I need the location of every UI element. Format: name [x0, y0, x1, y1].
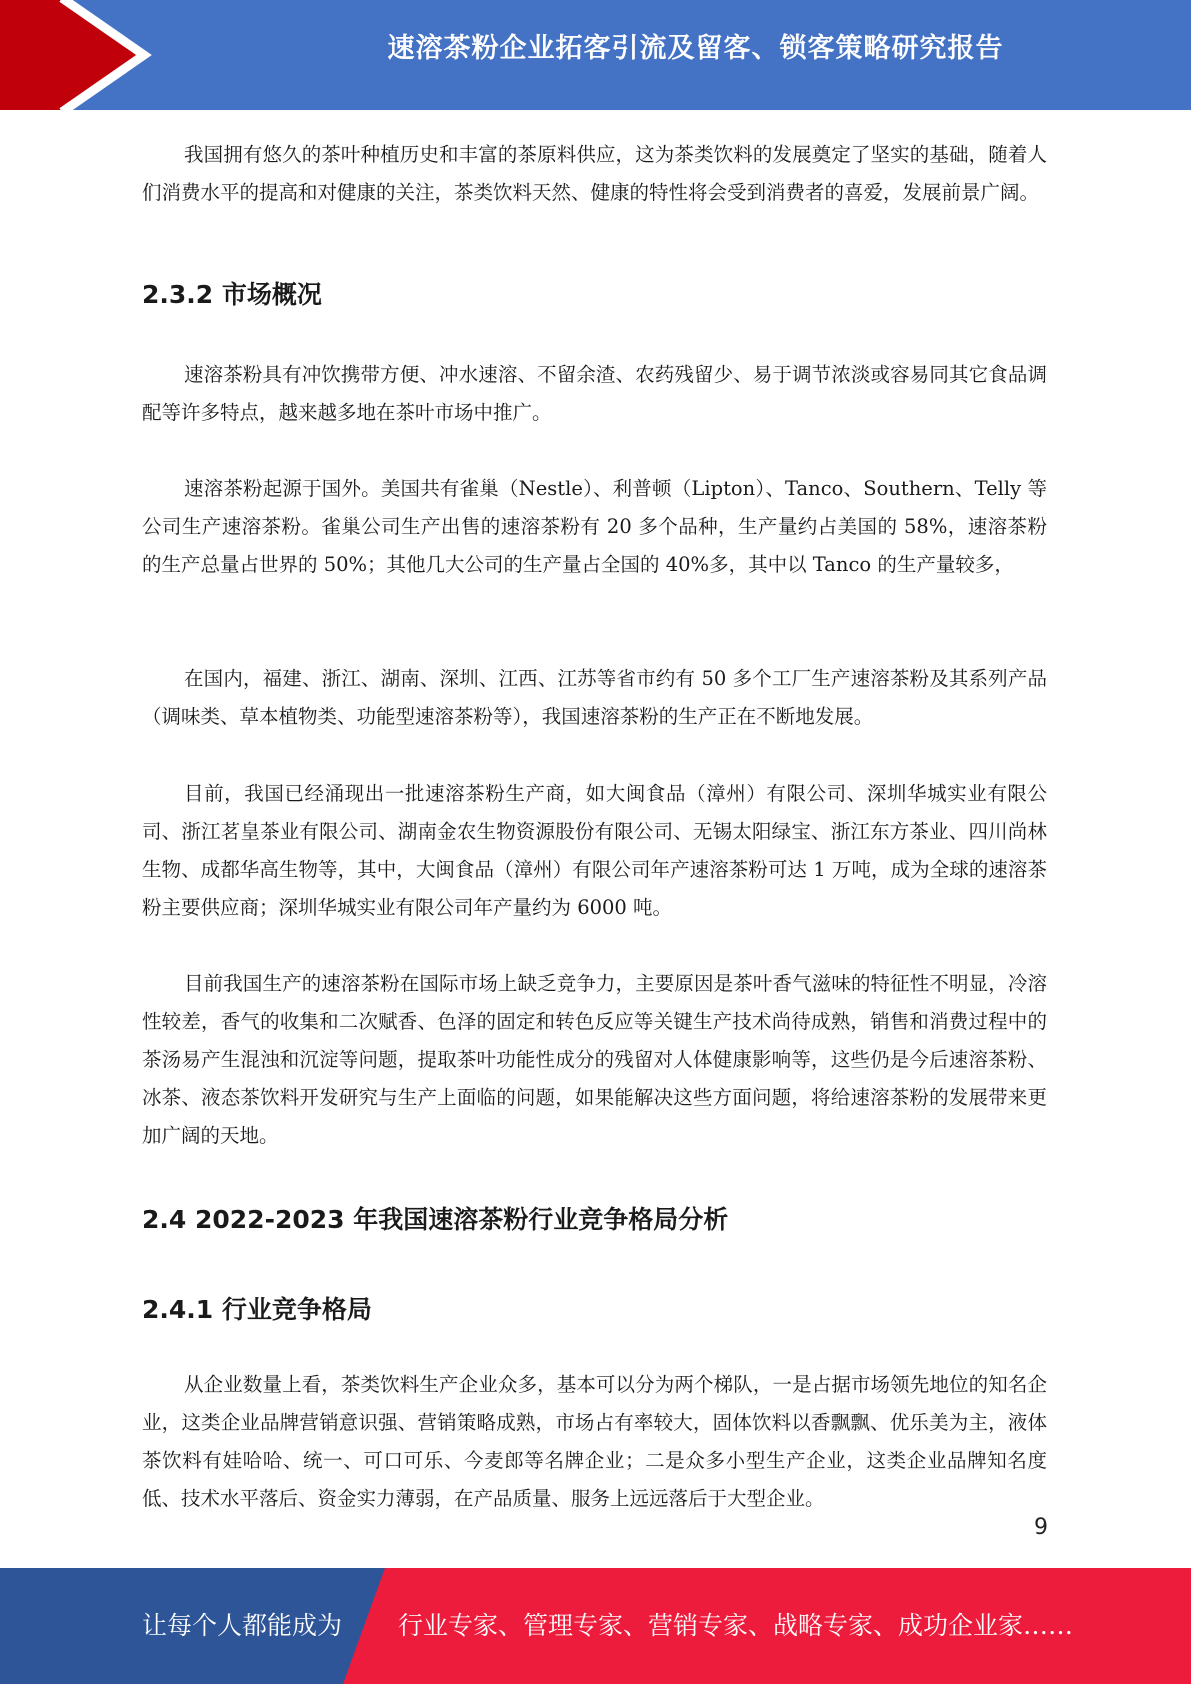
paragraph-market-4: 目前，我国已经涌现出一批速溶茶粉生产商，如大闽食品（漳州）有限公司、深圳华城实业有限公司、浙江茗皇茶业有限公司、湖南金农生物资源股份有限公司、无锡太阳绿宝、浙江东方茶业、四川尚林生物、成都华高生物等，其中，大闽食品（漳州）有限公司年产速溶茶粉可达 1 万吨，成为全球的速溶茶粉主要供应商；深圳华城实业有限公司年产量约为 6000 吨。 — [142, 782, 1047, 919]
paragraph-market-1: 速溶茶粉具有冲饮携带方便、冲水速溶、不留余渣、农药残留少、易于调节浓淡或容易同其它食品调配等许多特点，越来越多地在茶叶市场中推广。 — [142, 363, 1047, 424]
slogan-footer — [0, 1568, 1191, 1684]
section-heading-2-4-1: 2.4.1 行业竞争格局 — [142, 1295, 372, 1324]
section-heading-2-4: 2.4 2022-2023 年我国速溶茶粉行业竞争格局分析 — [142, 1205, 729, 1234]
paragraph-competition: 从企业数量上看，茶类饮料生产企业众多，基本可以分为两个梯队，一是占据市场领先地位的知名企业，这类企业品牌营销意识强、营销策略成熟，市场占有率较大，固体饮料以香飘飘、优乐美为主，液体茶饮料有娃哈哈、统一、可口可乐、今麦郎等名牌企业；二是众多小型生产企业，这类企业品牌知名度低、技术水平落后、资金实力薄弱，在产品质量、服务上远远落后于大型企业。 — [142, 1373, 1047, 1510]
section-heading-2-3-2: 2.3.2 市场概况 — [142, 280, 322, 309]
report-header — [0, 0, 1191, 110]
paragraph-market-5: 目前我国生产的速溶茶粉在国际市场上缺乏竞争力，主要原因是茶叶香气滋味的特征性不明显，冷溶性较差，香气的收集和二次赋香、色泽的固定和转色反应等关键生产技术尚待成熟，销售和消费过程中的茶汤易产生混浊和沉淀等问题，提取茶叶功能性成分的残留对人体健康影响等，这些仍是今后速溶茶粉、冰茶、液态茶饮料开发研究与生产上面临的问题，如果能解决这些方面问题，将给速溶茶粉的发展带来更加广阔的天地。 — [142, 972, 1047, 1147]
footer-slogan-right: 行业专家、管理专家、营销专家、战略专家、成功企业家…… — [398, 1611, 1074, 1640]
paragraph-market-3: 在国内，福建、浙江、湖南、深圳、江西、江苏等省市约有 50 多个工厂生产速溶茶粉及其系列产品（调味类、草本植物类、功能型速溶茶粉等），我国速溶茶粉的生产正在不断地发展。 — [142, 667, 1047, 728]
page-number: 9 — [1034, 1515, 1048, 1540]
intro-paragraph: 我国拥有悠久的茶叶种植历史和丰富的茶原料供应，这为茶类饮料的发展奠定了坚实的基础，随着人们消费水平的提高和对健康的关注，茶类饮料天然、健康的特性将会受到消费者的喜爱，发展前景广阔。 — [142, 143, 1047, 204]
chevron-logo-icon — [0, 0, 160, 110]
report-title: 速溶茶粉企业拓客引流及留客、锁客策略研究报告 — [387, 33, 1004, 64]
paragraph-market-2: 速溶茶粉起源于国外。美国共有雀巢（Nestle）、利普顿（Lipton）、Tanco、Southern、Telly 等公司生产速溶茶粉。雀巢公司生产出售的速溶茶粉有 20 多个品种，生产量约占美国的 58%，速溶茶粉的生产总量占世界的 50%；其他几大公司的生产量占全国的 40%多，其中以 Tanco 的生产量较多， — [142, 477, 1047, 576]
footer-slogan-left: 让每个人都能成为 — [142, 1611, 343, 1640]
